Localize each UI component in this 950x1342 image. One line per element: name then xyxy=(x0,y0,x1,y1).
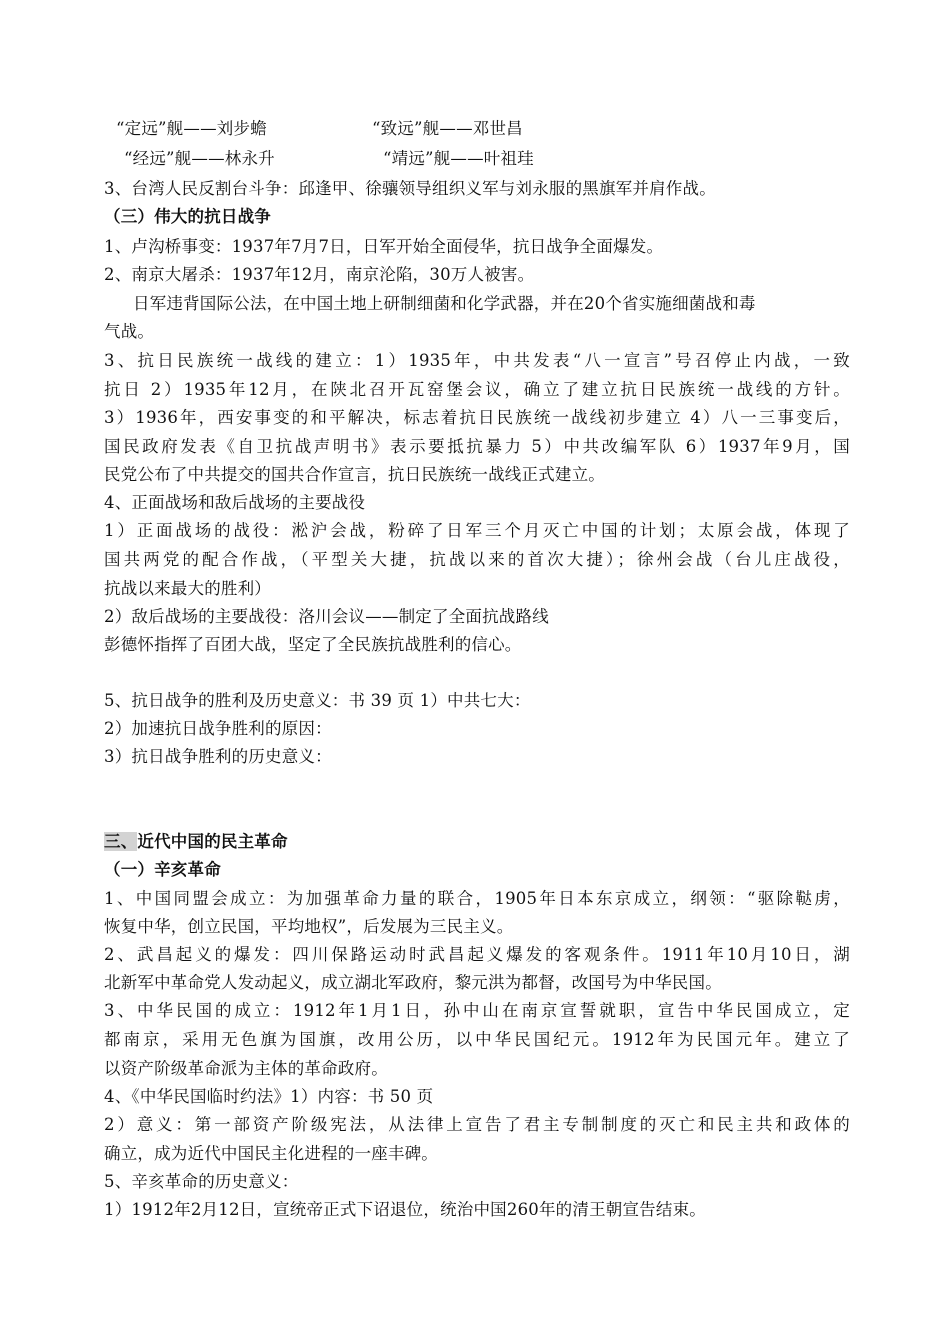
paragraph-wuchang-2: 北新军中革命党人发动起义，成立湖北军政府，黎元洪为都督，改国号为中华民国。 xyxy=(104,973,722,992)
paragraph-bat1-3: 抗战以来最大的胜利） xyxy=(104,579,271,598)
paragraph-bat1-1: 1）正面战场的战役：淞沪会战，粉碎了日军三个月灭亡中国的计划；太原会战，体现了 xyxy=(104,521,850,540)
paragraph-xinhai-significance: 5、辛亥革命的历史意义： xyxy=(104,1172,299,1191)
paragraph-peng: 彭德怀指挥了百团大战，坚定了全民族抗战胜利的信心。 xyxy=(104,635,522,654)
ship-dingyuan: “定远”舰——刘步蟾 xyxy=(116,119,267,138)
paragraph-germ-2: 气战。 xyxy=(104,322,155,341)
paragraph-qing-abdication: 1）1912年2月12日，宣统帝正式下诏退位，统治中国260年的清王朝宣告结束。 xyxy=(104,1200,706,1219)
paragraph-victory: 5、抗日战争的胜利及历史意义：书 39 页 1）中共七大： xyxy=(104,691,531,710)
paragraph-wuchang-1: 2、武昌起义的爆发：四川保路运动时武昌起义爆发的客观条件。1911年10月10日，湖 xyxy=(104,945,850,964)
paragraph-tongmenghui-1: 1、中国同盟会成立：为加强革命力量的联合，1905年日本东京成立，纲领：“驱除鞑虏， xyxy=(104,889,850,908)
paragraph-provisional-law: 4、《中华民国临时约法》1）内容：书 50 页 xyxy=(104,1087,434,1106)
paragraph-tongmenghui-2: 恢复中华，创立民国，平均地权”，后发展为三民主义。 xyxy=(104,917,514,936)
paragraph-germ-1: 日军违背国际公法，在中国土地上研制细菌和化学武器，并在20个省实施细菌战和毒 xyxy=(133,294,756,313)
paragraph-taiwan: 3、台湾人民反割台斗争：邱逢甲、徐骧领导组织义军与刘永服的黑旗军并肩作战。 xyxy=(104,179,716,198)
paragraph-law-significance-2: 确立，成为近代中国民主化进程的一座丰碑。 xyxy=(104,1144,438,1163)
paragraph-front-1: 3、抗日民族统一战线的建立：1）1935年，中共发表“八一宣言”号召停止内战，一致 xyxy=(104,351,850,370)
heading-number: 三、 xyxy=(104,832,138,851)
paragraph-battles: 4、正面战场和敌后战场的主要战役 xyxy=(104,493,366,512)
paragraph-roc-3: 以资产阶级革命派为主体的革命政府。 xyxy=(104,1059,388,1078)
ship-jingyuan: “经远”舰——林永升 xyxy=(124,149,275,168)
paragraph-reason: 2）加速抗日战争胜利的原因： xyxy=(104,719,332,738)
ship-line-2 xyxy=(124,148,534,170)
ship-zhiyuan: “致远”舰——邓世昌 xyxy=(372,119,523,138)
paragraph-lugou: 1、卢沟桥事变：1937年7月7日，日军开始全面侵华，抗日战争全面爆发。 xyxy=(104,237,664,256)
ship-jingyuan-2: “靖远”舰——叶祖珪 xyxy=(383,149,534,168)
paragraph-roc-1: 3、中华民国的成立：1912年1月1日，孙中山在南京宣誓就职，宣告中华民国成立，定 xyxy=(104,1001,850,1020)
section-heading-xinhai: （一）辛亥革命 xyxy=(104,860,221,879)
paragraph-bat2: 2）敌后战场的主要战役：洛川会议——制定了全面抗战路线 xyxy=(104,607,549,626)
paragraph-law-significance-1: 2）意义：第一部资产阶级宪法，从法律上宣告了君主专制制度的灭亡和民主共和政体的 xyxy=(104,1115,850,1134)
paragraph-front-4: 国民政府发表《自卫抗战声明书》表示要抵抗暴力 5）中共改编军队 6）1937年9月，国 xyxy=(104,437,850,456)
section-heading-democratic-revolution xyxy=(104,831,288,853)
paragraph-nanjing: 2、南京大屠杀：1937年12月，南京沦陷，30万人被害。 xyxy=(104,265,535,284)
ship-line-1 xyxy=(116,118,523,140)
section-heading-antijapan: （三）伟大的抗日战争 xyxy=(104,207,271,226)
paragraph-roc-2: 都南京，采用无色旗为国旗，改用公历，以中华民国纪元。1912年为民国元年。建立了 xyxy=(104,1030,850,1049)
paragraph-meaning: 3）抗日战争胜利的历史意义： xyxy=(104,747,332,766)
heading-text: 近代中国的民主革命 xyxy=(137,832,288,851)
paragraph-front-5: 民党公布了中共提交的国共合作宣言，抗日民族统一战线正式建立。 xyxy=(104,465,605,484)
paragraph-front-3: 3）1936年，西安事变的和平解决，标志着抗日民族统一战线初步建立 4）八一三事变后， xyxy=(104,408,850,427)
paragraph-front-2: 抗日 2）1935年12月，在陕北召开瓦窑堡会议，确立了建立抗日民族统一战线的方针。 xyxy=(104,380,850,399)
paragraph-bat1-2: 国共两党的配合作战，（平型关大捷，抗战以来的首次大捷）；徐州会战（台儿庄战役， xyxy=(104,550,850,569)
